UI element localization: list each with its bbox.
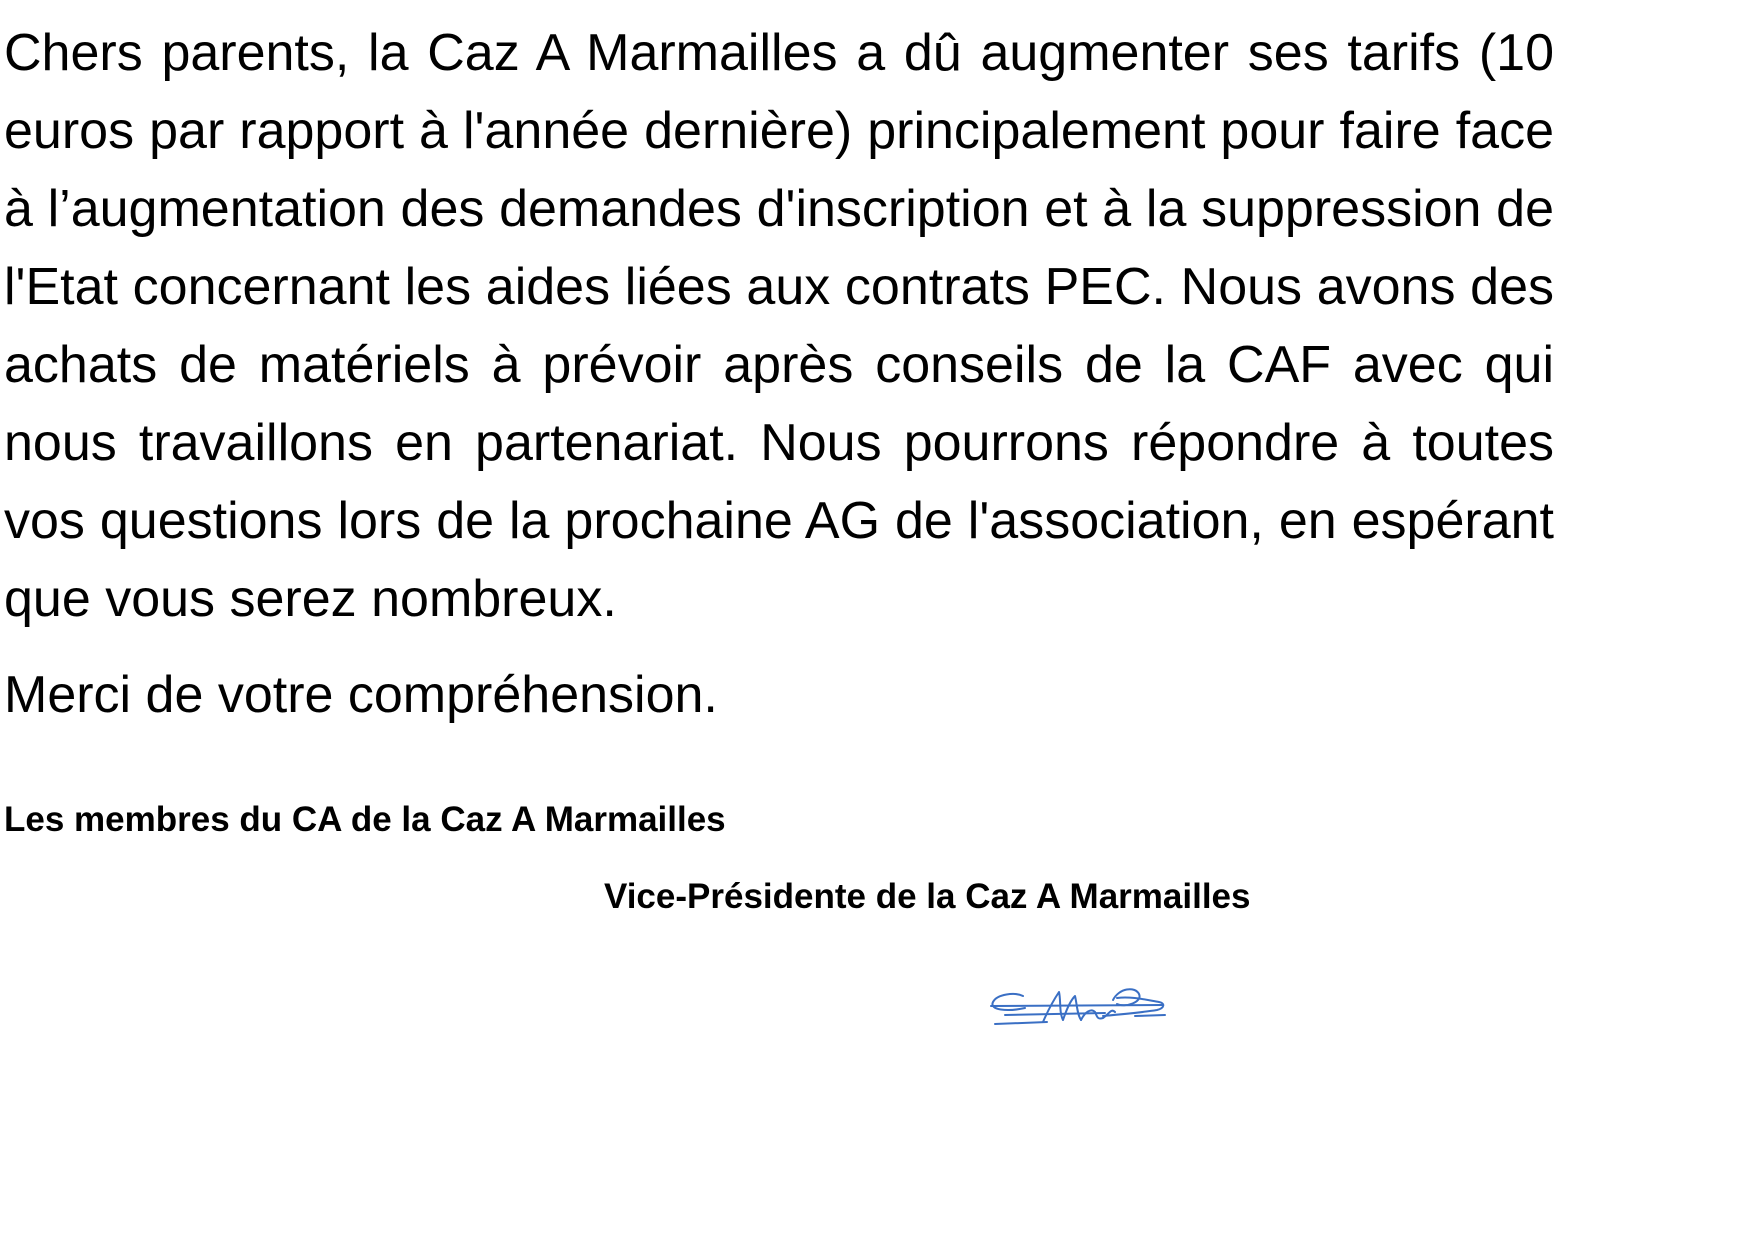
vice-president-title: Vice-Présidente de la Caz A Marmailles [604,877,1251,916]
closing-line: Merci de votre compréhension. [4,666,718,724]
handwritten-signature [985,978,1170,1034]
letter-body-paragraph: Chers parents, la Caz A Marmailles a dû augmenter ses tarifs (10 euros par rapport à l'année dernière) principalement pour faire face à l’augmentation des demandes d'inscription et à la suppression de l'Etat concernant les aides liées aux contrats PEC. Nous avons des achats de matériels à prévoir après conseils de la CAF avec qui nous travaillons en partenariat. Nous pourrons répondre à toutes vos questions lors de la prochaine AG de l'association, en espérant que vous serez nombreux. [4,24,1554,628]
board-members-signature-line: Les membres du CA de la Caz A Marmailles [4,800,726,839]
